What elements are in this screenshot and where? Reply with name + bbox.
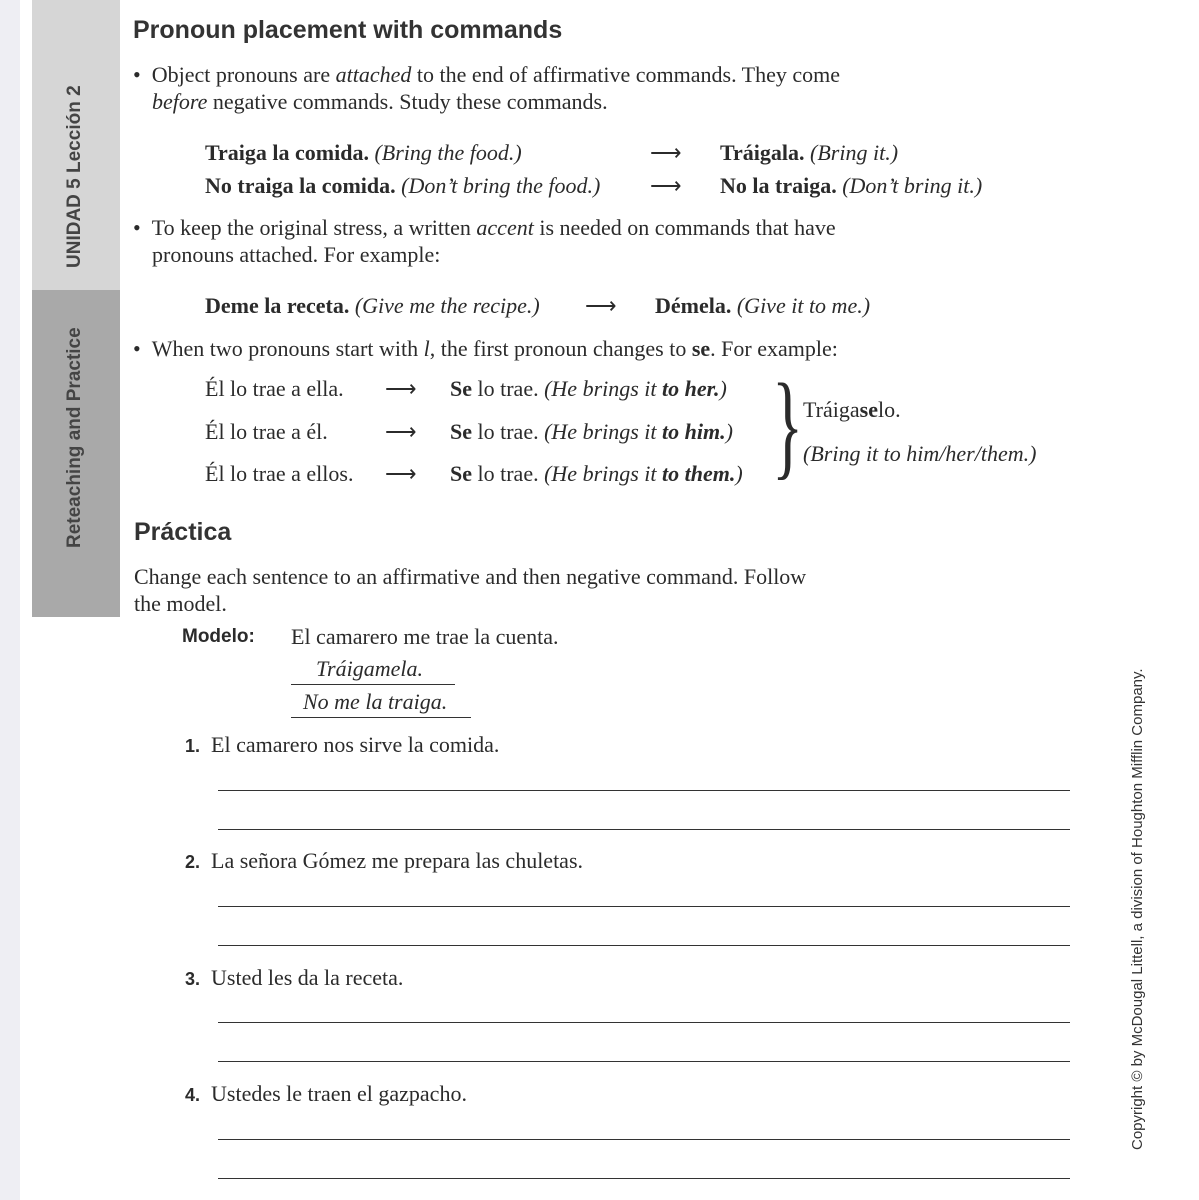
- answer-line-4a[interactable]: [218, 1139, 1070, 1140]
- text-run: 1.: [185, 736, 201, 756]
- text-run: [662, 376, 719, 401]
- text-run: is needed on commands that have: [533, 215, 836, 240]
- arrow-icon: ⟶: [585, 293, 617, 318]
- text-run: 4.: [185, 1085, 201, 1105]
- text-run: To keep the original stress, a written: [151, 215, 477, 240]
- se-example-3-result: [450, 461, 743, 487]
- text-run: ): [719, 376, 727, 401]
- text-run: •: [133, 336, 141, 361]
- se-example-2-result: [450, 419, 733, 445]
- text-run: •: [133, 215, 141, 240]
- arrow-icon: ⟶: [650, 173, 682, 198]
- page-title: Pronoun placement with commands: [133, 16, 563, 44]
- text-run: attached: [335, 62, 412, 87]
- text-run: No traiga la comida.: [205, 173, 396, 198]
- se-result: [803, 397, 901, 423]
- item-3: [185, 965, 403, 992]
- text-run: lo trae.: [472, 376, 545, 401]
- text-run: lo.: [877, 397, 901, 422]
- text-run: Usted les da la receta.: [211, 965, 404, 990]
- text-run: l: [423, 336, 430, 361]
- section-label: Reteaching and Practice: [64, 327, 85, 548]
- text-run: When two pronouns start with: [151, 336, 424, 361]
- text-run: [662, 419, 726, 444]
- model-negative: No me la traiga.: [291, 689, 471, 718]
- se-example-1: Él lo trae a ella.: [205, 376, 344, 401]
- text-run: to them.: [662, 461, 736, 486]
- text-run: Ustedes le traen el gazpacho.: [211, 1081, 467, 1106]
- text-run: . For example:: [710, 336, 838, 361]
- text-run: El camarero nos sirve la comida.: [211, 732, 500, 757]
- text-run: (Don’t bring it.): [842, 173, 983, 198]
- bullet-2-line-2: pronouns attached. For example:: [152, 242, 441, 267]
- text-run: Se: [450, 461, 472, 486]
- text-run: lo trae.: [472, 461, 545, 486]
- text-run: Traiga la comida.: [205, 140, 369, 165]
- text-run: Tráiga: [803, 397, 860, 422]
- text-run: to him.: [662, 419, 726, 444]
- answer-line-2a[interactable]: [218, 906, 1070, 907]
- text-run: ): [725, 419, 733, 444]
- text-run: (Bring the food.): [374, 140, 522, 165]
- text-run: (He brings it: [544, 376, 663, 401]
- text-run: lo trae.: [472, 419, 545, 444]
- text-run: (Bring it.): [810, 140, 899, 165]
- item-1: [185, 732, 499, 759]
- text-run: to the end of affirmative commands. They come: [411, 62, 841, 87]
- text-run: 2.: [185, 852, 201, 872]
- instructions-line-2: the model.: [134, 591, 227, 616]
- text-run: to her.: [662, 376, 720, 401]
- answer-line-1b[interactable]: [218, 829, 1070, 830]
- text-run: (Don’t bring the food.): [401, 173, 601, 198]
- text-run: ): [735, 461, 743, 486]
- text-run: 3.: [185, 969, 201, 989]
- arrow-icon: ⟶: [650, 140, 682, 165]
- text-run: (Give me the recipe.): [354, 293, 540, 318]
- example-2: [205, 173, 600, 199]
- se-example-2: Él lo trae a él.: [205, 419, 328, 444]
- text-run: (He brings it: [544, 461, 663, 486]
- example-3: [205, 293, 540, 319]
- se-example-3: Él lo trae a ellos.: [205, 461, 354, 486]
- text-run: (He brings it: [544, 419, 663, 444]
- text-run: Démela.: [655, 293, 732, 318]
- text-run: [662, 461, 735, 486]
- copyright: Copyright © by McDougal Littell, a division of Houghton Mifflin Company.: [1129, 668, 1146, 1150]
- text-run: Deme la receta.: [205, 293, 350, 318]
- model-label: Modelo:: [182, 626, 255, 647]
- bullet-1-line-1: [133, 62, 840, 88]
- practice-title: Práctica: [134, 518, 232, 546]
- se-result-translation: [803, 441, 1036, 467]
- text-run: accent: [476, 215, 534, 240]
- item-2: [185, 848, 583, 875]
- text-run: Se: [450, 419, 472, 444]
- answer-line-3b[interactable]: [218, 1061, 1070, 1062]
- page-margin: [0, 0, 20, 1200]
- bullet-2-line-1: [133, 215, 836, 241]
- se-example-1-result: [450, 376, 727, 402]
- text-run: Object pronouns are: [151, 62, 336, 87]
- text-run: , the first pronoun changes to: [429, 336, 692, 361]
- text-run: se: [859, 397, 878, 422]
- arrow-icon: ⟶: [385, 419, 417, 444]
- instructions-line-1: Change each sentence to an affirmative and then negative command. Follow: [134, 564, 807, 589]
- text-run: •: [133, 62, 141, 87]
- brace-icon: }: [772, 359, 804, 490]
- answer-line-2b[interactable]: [218, 945, 1070, 946]
- text-run: Tráigala.: [720, 140, 805, 165]
- example-3-result: [655, 293, 870, 319]
- answer-line-3a[interactable]: [218, 1022, 1070, 1023]
- unit-label: UNIDAD 5 Lección 2: [64, 85, 85, 268]
- text-run: before: [152, 89, 208, 114]
- example-1: [205, 140, 522, 166]
- model-affirmative: Tráigamela.: [291, 656, 455, 685]
- bullet-3: [133, 336, 838, 362]
- arrow-icon: ⟶: [385, 376, 417, 401]
- bullet-1-line-2: [152, 89, 608, 115]
- text-run: Se: [450, 376, 472, 401]
- text-run: negative commands. Study these commands.: [207, 89, 608, 114]
- answer-line-1a[interactable]: [218, 790, 1070, 791]
- example-2-result: [720, 173, 982, 199]
- text-run: (Give it to me.): [736, 293, 871, 318]
- text-run: No la traiga.: [720, 173, 837, 198]
- example-1-result: [720, 140, 898, 166]
- text-run: (Bring it to him/her/them.): [803, 441, 1037, 466]
- text-run: La señora Gómez me prepara las chuletas.: [211, 848, 584, 873]
- answer-line-4b[interactable]: [218, 1178, 1070, 1179]
- text-run: se: [691, 336, 711, 361]
- model-sentence: El camarero me trae la cuenta.: [291, 624, 559, 649]
- item-4: [185, 1081, 467, 1108]
- arrow-icon: ⟶: [385, 461, 417, 486]
